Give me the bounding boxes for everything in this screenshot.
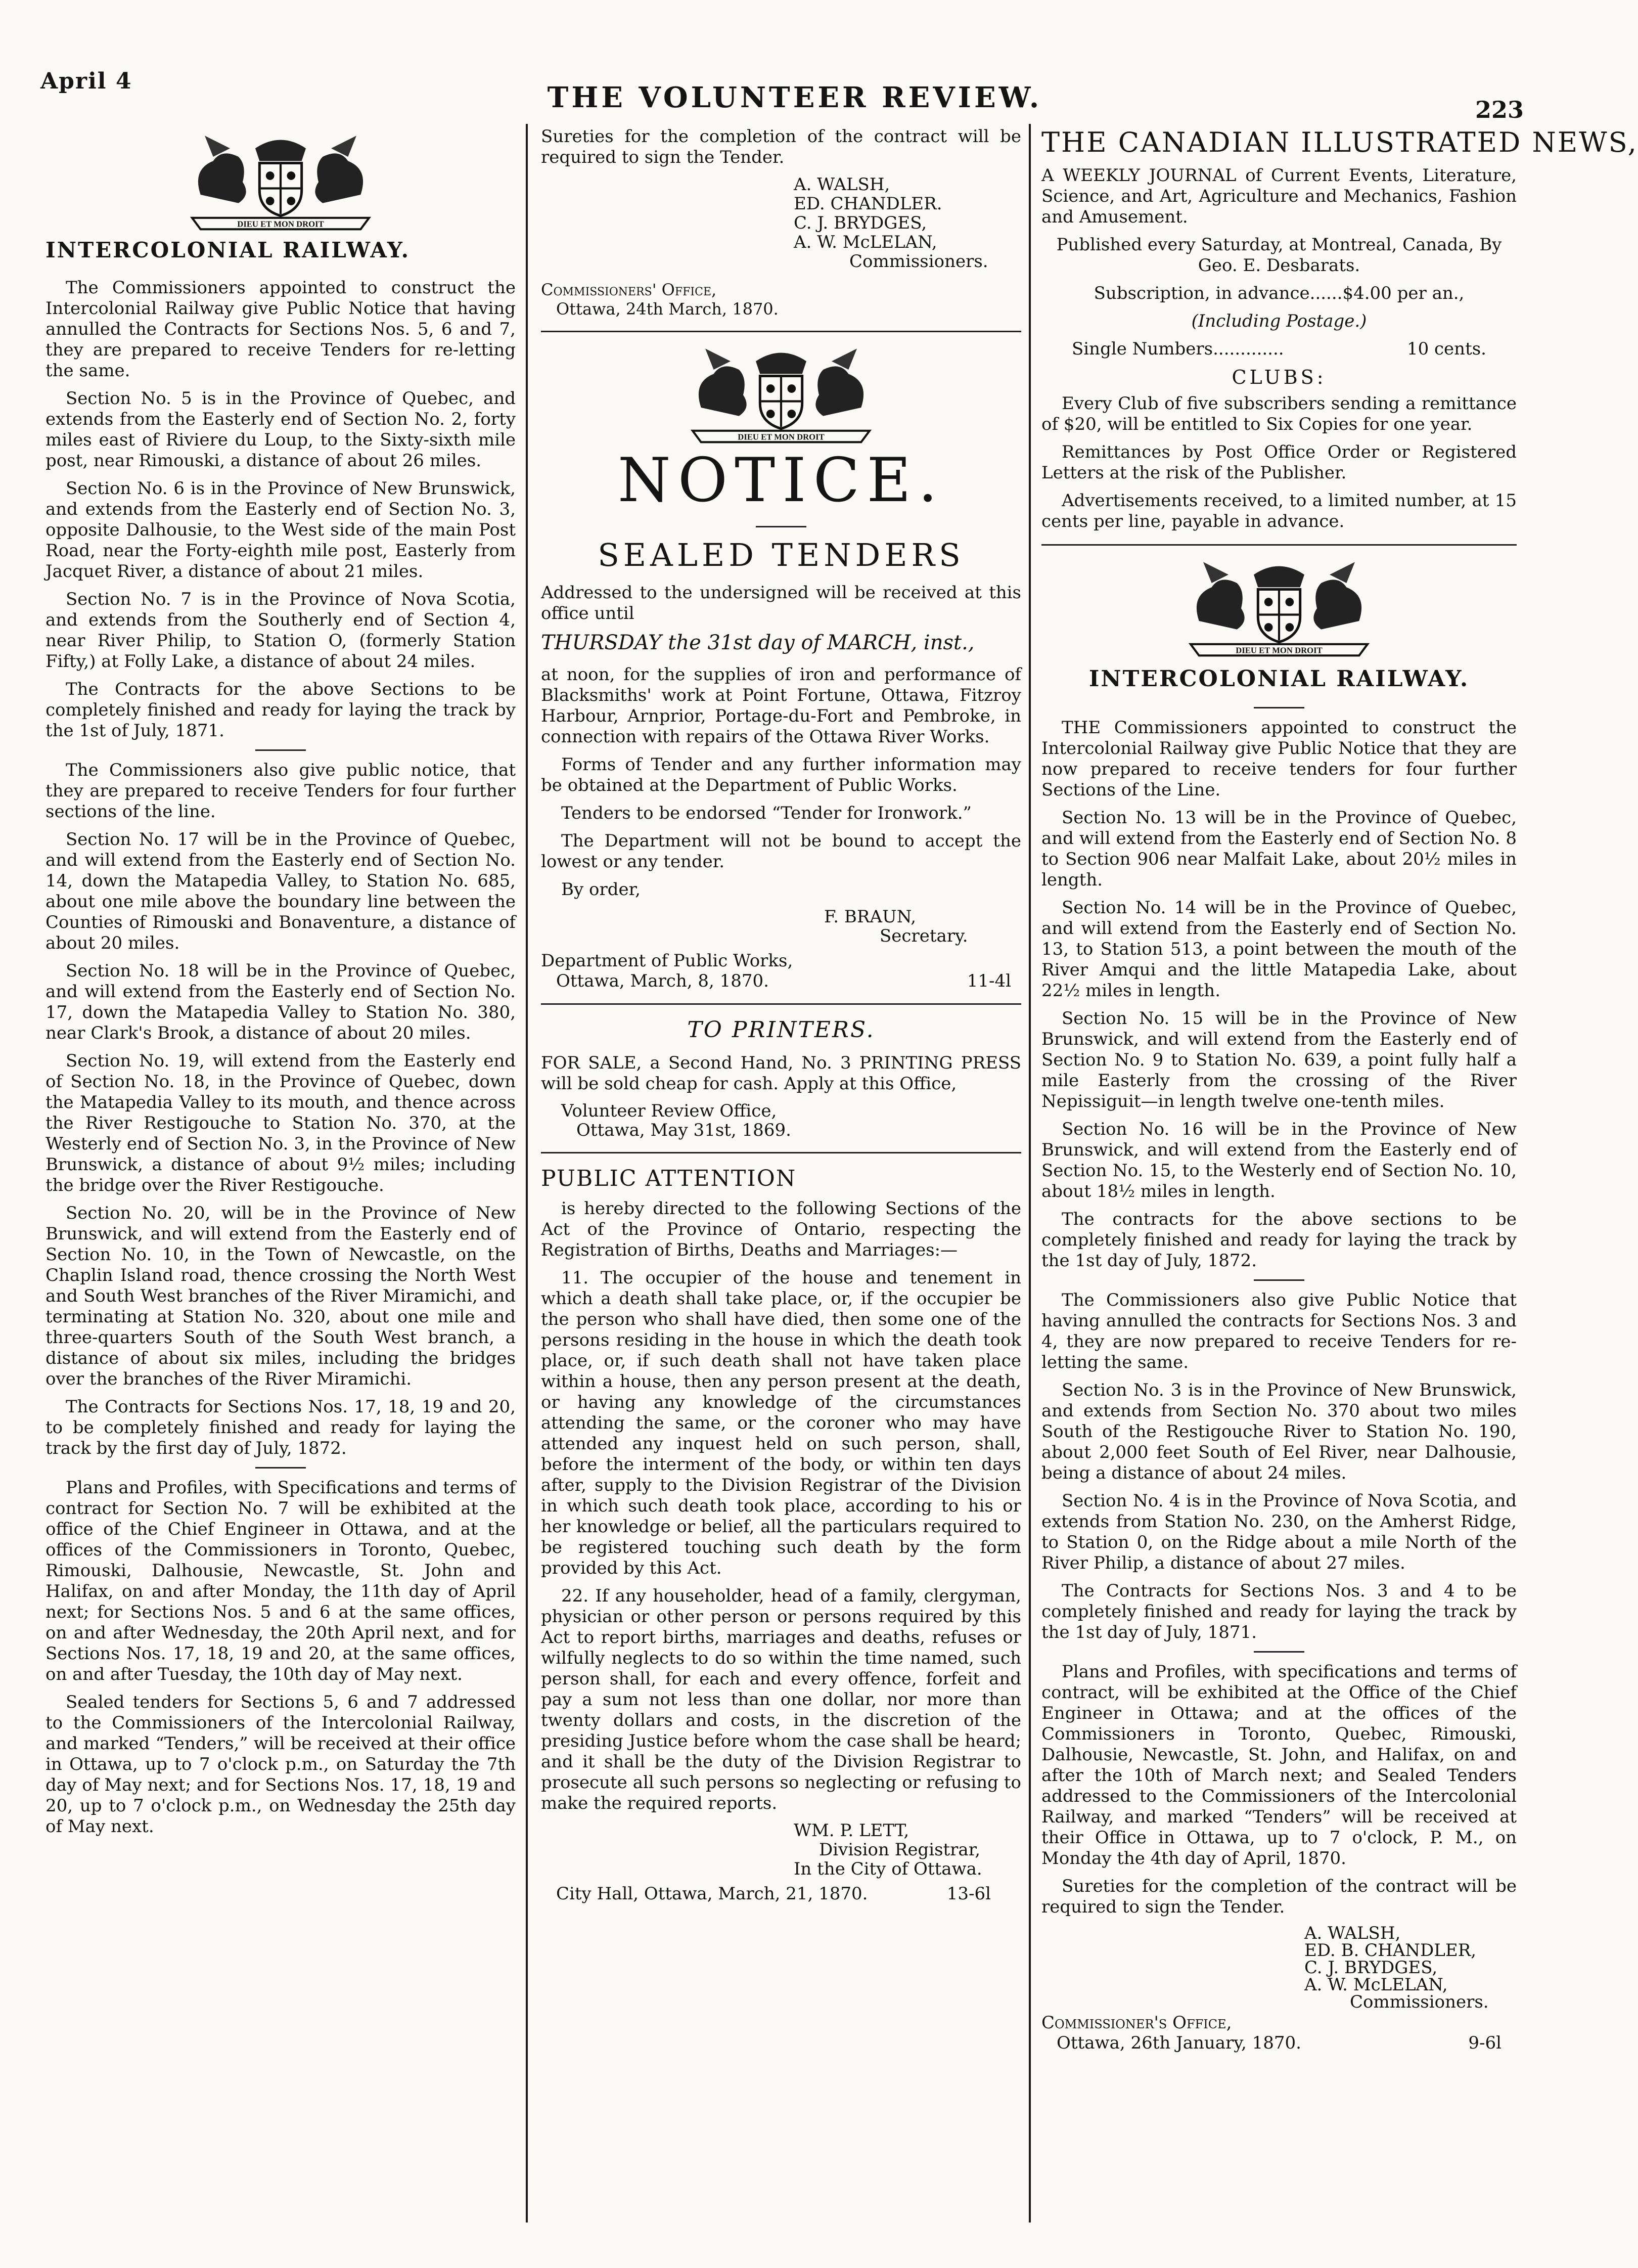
- office-date: Ottawa, May 31st, 1869.: [576, 1120, 791, 1140]
- signer-title: Secretary.: [880, 926, 968, 946]
- notice-body-3: [46, 1478, 516, 1837]
- paragraph: The Commissioners also give public notice, that they are prepared to receive Tenders for four further sections of the line.: [46, 760, 516, 822]
- paragraph: at noon, for the supplies of iron and performance of Blacksmiths' work at Point Fortune, Ottawa, Fitzroy Harbour, Arnprior, Portage-du-Fort and Pembroke, in connection with repairs of the Ottawa River Works.: [541, 664, 1021, 747]
- paragraph: Plans and Profiles, with specifications and terms of contract, will be exhibited at the Office of the Chief Engineer in Ottawa; and at the offices of the Commissioners in Toronto, Quebec, Rimouski, Dalhousie, Newcastle, St. John, and Halifax, on and after the 10th of March next; and Sealed Tenders addressed to the Commissioners of the Intercolonial Railway, and marked “Tenders” will be received at their Office in Ottawa, up to 7 o'clock, P. M., on Monday the 4th day of April, 1870.: [1041, 1662, 1517, 1869]
- section-rule: [541, 331, 1021, 332]
- paragraph: Plans and Profiles, with Specifications and terms of contract for Section No. 7 will be exhibited at the office of the Chief Engineer in Ottawa, and at the offices of the Commissioners in Toronto, Quebec, Rimouski, Dalhousie, Newcastle, St. John and Halifax, on and after Monday, the 11th day of April next; for Sections Nos. 5 and 6 at the same offices, on and after Wednesday, the 20th April next, and for Sections Nos. 17, 18, 19 and 20, at the same offices, on and after Tuesday, the 10th day of May next.: [46, 1478, 516, 1684]
- issue-date: April 4: [40, 68, 132, 94]
- paragraph: The Commissioners appointed to construct the Intercolonial Railway give Public Notice that having annulled the Contracts for Sections Nos. 5, 6 and 7, they are prepared to receive Tenders for re-letting the same.: [46, 278, 516, 381]
- section-dash: [255, 749, 306, 751]
- paragraph: Section No. 18 will be in the Province of Quebec, and will extend from the Easterly end of Section No. 17, down the Matapedia Valley to Station No. 380, near Clark's Brook, a distance of about 20 miles.: [46, 961, 516, 1043]
- column-divider: [1029, 124, 1031, 2222]
- section-rule: [1041, 544, 1517, 546]
- signatories: [1041, 1925, 1517, 2011]
- paragraph: Sureties for the completion of the contract will be required to sign the Tender.: [1041, 1876, 1517, 1917]
- page-header: [0, 0, 1589, 126]
- paragraph: Section No. 17 will be in the Province of Quebec, and will extend from the Easterly end of Section No. 14, down the Matapedia Valley, to Station No. 685, about one mile above the boundary line between the Counties of Rimouski and Bonaventure, a distance of about 20 miles.: [46, 829, 516, 953]
- signatories: [541, 175, 1021, 271]
- paragraph: Every Club of five subscribers sending a remittance of $20, will be entitled to Six Copies for one year.: [1041, 393, 1517, 434]
- printers-heading: TO PRINTERS.: [687, 1017, 875, 1043]
- paragraph: Section No. 19, will extend from the Easterly end of Section No. 18, in the Province of Quebec, down the Matapedia Valley to its mouth, and thence across the River Restigouche to Station No. 370, at the Westerly end of Section No. 3, in the Province of New Brunswick, a distance of about 9½ miles; including the bridge over the River Restigouche.: [46, 1051, 516, 1195]
- signer-title: Division Registrar,: [819, 1840, 981, 1860]
- paragraph: The Commissioners also give Public Notice that having annulled the contracts for Sections Nos. 3 and 4, they are now prepared to receive Tenders for re-letting the same.: [1041, 1290, 1517, 1372]
- notice-body-2: [46, 760, 516, 1459]
- office-date: Ottawa, 24th March, 1870.: [556, 299, 779, 319]
- paragraph: Section No. 13 will be in the Province of Quebec, and will extend from the Easterly end of Section No. 8 to Section 906 near Malfait Lake, about 20½ miles in length.: [1041, 808, 1517, 890]
- paragraph: Section No. 14 will be in the Province of Quebec, and will extend from the Easterly end of Section No. 13, to Station 513, a point between the mouth of the River Amqui and the little Matapedia Lake, about 22½ miles in length.: [1041, 898, 1517, 1001]
- office-line: [541, 280, 1021, 319]
- column-middle: [541, 126, 1021, 1904]
- deadline-date: THURSDAY the 31st day of MARCH, inst.,: [541, 631, 975, 654]
- paragraph: The contracts for the above sections to be completely finished and ready for laying the track by the 1st day of July, 1872.: [1041, 1209, 1517, 1271]
- paragraph: By order,: [561, 879, 641, 900]
- postage-note: (Including Postage.): [1191, 311, 1367, 331]
- column-right: [1041, 126, 1638, 2053]
- single-numbers-price: 10 cents.: [1406, 339, 1486, 359]
- paragraph: Remittances by Post Office Order or Registered Letters at the risk of the Publisher.: [1041, 442, 1517, 483]
- single-numbers: [1041, 339, 1517, 359]
- signer: F. BRAUN,: [824, 907, 917, 927]
- department-date: Ottawa, March, 8, 1870.: [556, 971, 769, 991]
- royal-crest-icon: [174, 131, 387, 233]
- signer: C. J. BRYDGES,: [794, 213, 927, 233]
- public-attention-heading: PUBLIC ATTENTION: [541, 1166, 797, 1191]
- paragraph: is hereby directed to the following Sections of the Act of the Province of Ontario, respecting the Registration of Births, Deaths and Marriages:—: [541, 1198, 1021, 1260]
- paragraph: Section No. 7 is in the Province of Nova Scotia, and extends from the Southerly end of Section 4, near River Philip, to Station O, (formerly Station Fifty,) at Folly Lake, a distance of about 24 miles.: [46, 589, 516, 672]
- paragraph: Section No. 5 is in the Province of Quebec, and extends from the Easterly end of Section No. 2, forty miles east of Riviere du Loup, to the Sixty-sixth mile post, near Rimouski, a distance of about 26 miles.: [46, 388, 516, 471]
- paragraph: THE Commissioners appointed to construct the Intercolonial Railway give Public Notice that they are now prepared to receive tenders for four further Sections of the Line.: [1041, 718, 1517, 800]
- signatory: [541, 907, 1021, 946]
- section-rule: [541, 1003, 1021, 1005]
- paragraph: The Contracts for the above Sections to be completely finished and ready for laying the track by the 1st of July, 1871.: [46, 679, 516, 741]
- signatory: [541, 1821, 1021, 1879]
- sureties-text: Sureties for the completion of the contract will be required to sign the Tender.: [541, 126, 1021, 167]
- ad-code: 9-6l: [1468, 2033, 1502, 2053]
- section-rule: [541, 1152, 1021, 1153]
- office-name: Commissioner's Office,: [1041, 2013, 1232, 2033]
- signer-title: Commissioners.: [1350, 1992, 1489, 2012]
- paragraph: Sealed tenders for Sections 5, 6 and 7 addressed to the Commissioners of the Intercolonial Railway, and marked “Tenders,” will be received at their office in Ottawa, up to 7 o'clock p.m., on Saturday the 7th day of May next; and for Sections Nos. 17, 18, 19 and 20, up to 7 o'clock p.m., on Wednesday the 25th day of May next.: [46, 1692, 516, 1837]
- dateline: [541, 1884, 1021, 1904]
- section-dash: [756, 526, 806, 527]
- notice-title: INTERCOLONIAL RAILWAY.: [46, 238, 411, 262]
- paragraph: The Contracts for Sections Nos. 17, 18, 19 and 20, to be completely finished and ready for laying the track by the first day of July, 1872.: [46, 1397, 516, 1458]
- paragraph: The Department will not be bound to accept the lowest or any tender.: [541, 831, 1021, 872]
- department-name: Department of Public Works,: [541, 951, 793, 971]
- signer: A. W. McLELAN,: [1304, 1975, 1448, 1995]
- paragraph: Section No. 16 will be in the Province of New Brunswick, and will extend from the Easterly end of Section No. 15, to the Westerly end of Section No. 10, about 18½ miles in length.: [1041, 1119, 1517, 1202]
- office-line: [541, 1101, 1021, 1140]
- office-line: [1041, 2013, 1517, 2053]
- paragraph: The Contracts for Sections Nos. 3 and 4 to be completely finished and ready for laying the track by the 1st day of July, 1871.: [1041, 1581, 1517, 1642]
- notice-body-1: [1041, 718, 1517, 1271]
- section-dash: [1254, 1279, 1304, 1281]
- signer: C. J. BRYDGES,: [1304, 1958, 1438, 1978]
- column-divider: [526, 124, 528, 2222]
- paragraph: Section No. 20, will be in the Province of New Brunswick, and will extend from the Easterly end of Section No. 10, in the Town of Newcastle, on the Chaplin Island road, thence crossing the North West and South West branches of the River Miramichi, and terminating at Station No. 320, about one mile and three-quarters South of the South West branch, a distance of about six miles, including the bridges over the branches of the River Miramichi.: [46, 1203, 516, 1389]
- single-numbers-label: Single Numbers.............: [1072, 339, 1284, 359]
- notice-body-3: [1041, 1662, 1517, 1918]
- signer: A. W. McLELAN,: [794, 232, 937, 252]
- notice-heading: NOTICE.: [617, 446, 945, 516]
- paragraph: Section No. 15 will be in the Province of New Brunswick, and will extend from the Easterly end of Section No. 9 to Station No. 639, a point fully half a mile Easterly from the crossing of the River Nepissiguit—in length twelve one-tenth miles.: [1041, 1008, 1517, 1111]
- page-number: 223: [1475, 96, 1524, 123]
- paragraph: Section No. 6 is in the Province of New Brunswick, and extends from the Easterly end of Section No. 3, opposite Dalhousie, to the West side of the main Post Road, near the Forty-eighth mile post, Easterly from Jacquet River, a distance of about 21 miles.: [46, 478, 516, 582]
- paragraph: 22. If any householder, head of a family, clergyman, physician or other person or persons required by this Act to report births, marriages and deaths, refuses or wilfully neglects to do so within the time named, such person shall, for each and every offence, forfeit and pay a sum not less than one dollar, nor more than twenty dollars and costs, in the discretion of the presiding Justice before whom the case shall be heard; and it shall be the duty of the Division Registrar to prosecute all such persons so neglecting or refusing to make the required reports.: [541, 1586, 1021, 1813]
- office-name: Volunteer Review Office,: [561, 1101, 777, 1121]
- signer: WM. P. LETT,: [794, 1820, 909, 1841]
- dateline-place: City Hall, Ottawa, March, 21, 1870.: [556, 1884, 868, 1904]
- royal-crest-icon: [675, 344, 887, 446]
- signer: A. WALSH,: [794, 174, 890, 195]
- royal-crest-icon: [1173, 558, 1385, 659]
- paragraph: Tenders to be endorsed “Tender for Ironwork.”: [561, 803, 972, 823]
- paragraph: Section No. 4 is in the Province of Nova Scotia, and extends from Station No. 230, on the Amherst Ridge, to Station 0, on the Ridge about a mile North of the River Philip, a distance of about 27 miles.: [1041, 1491, 1517, 1573]
- sealed-tenders-heading: SEALED TENDERS: [598, 537, 965, 573]
- signer: A. WALSH,: [1304, 1923, 1401, 1943]
- paragraph: Advertisements received, to a limited number, at 15 cents per line, payable in advance.: [1041, 491, 1517, 531]
- notice-title: INTERCOLONIAL RAILWAY.: [1088, 666, 1470, 692]
- section-dash: [255, 1467, 306, 1469]
- section-dash: [1254, 707, 1304, 708]
- signer: ED. CHANDLER.: [794, 194, 942, 214]
- notice-body-1: [46, 278, 516, 741]
- department-line: [541, 951, 1021, 991]
- signer: ED. B. CHANDLER,: [1304, 1940, 1477, 1961]
- paragraph: FOR SALE, a Second Hand, No. 3 PRINTING PRESS will be sold cheap for cash. Apply at this Office,: [541, 1053, 1021, 1094]
- signer-title: Commissioners.: [849, 251, 988, 272]
- signer-location: In the City of Ottawa.: [794, 1859, 982, 1879]
- office-name: Commissioners' Office,: [541, 280, 717, 299]
- column-left: [46, 126, 516, 1844]
- clubs-heading: CLUBS:: [1232, 366, 1327, 388]
- paragraph: Section No. 3 is in the Province of New Brunswick, and extends from Section No. 370 about two miles South of the Restigouche River to Station No. 190, about 2,000 feet South of Eel River, near Dalhousie, being a distance of about 24 miles.: [1041, 1380, 1517, 1483]
- section-dash: [1254, 1651, 1304, 1653]
- notice-body-2: [1041, 1290, 1517, 1643]
- paragraph: Published every Saturday, at Montreal, Canada, By Geo. E. Desbarats.: [1056, 235, 1502, 276]
- office-date: Ottawa, 26th January, 1870.: [1057, 2033, 1301, 2053]
- ad-code: 13-6l: [946, 1884, 991, 1904]
- news-title: THE CANADIAN ILLUSTRATED NEWS,: [1041, 126, 1638, 158]
- paragraph: A WEEKLY JOURNAL of Current Events, Literature, Science, and Art, Agriculture and Mechanics, Fashion and Amusement.: [1041, 165, 1517, 227]
- ad-code: 11-4l: [967, 971, 1011, 991]
- paragraph: 11. The occupier of the house and tenement in which a death shall take place, or, if the occupier be the person who shall have died, then some one of the persons residing in the house in which the death took place, or, if such death shall not have taken place within a house, then any person present at the death, or having any knowledge of the circumstances attending the same, or the coroner who may have attended any inquest held on such person, shall, before the interment of the body, or within ten days after, supply to the Division Registrar of the Division in which such death took place, according to his or her knowledge or belief, all the particulars required to be registered touching such death by the form provided by this Act.: [541, 1268, 1021, 1578]
- paragraph: Addressed to the undersigned will be received at this office until: [541, 583, 1021, 624]
- newspaper-title: THE VOLUNTEER REVIEW.: [547, 81, 1042, 114]
- subscription-line: Subscription, in advance......$4.00 per an.,: [1094, 283, 1465, 303]
- paragraph: Forms of Tender and any further information may be obtained at the Department of Public Works.: [541, 754, 1021, 795]
